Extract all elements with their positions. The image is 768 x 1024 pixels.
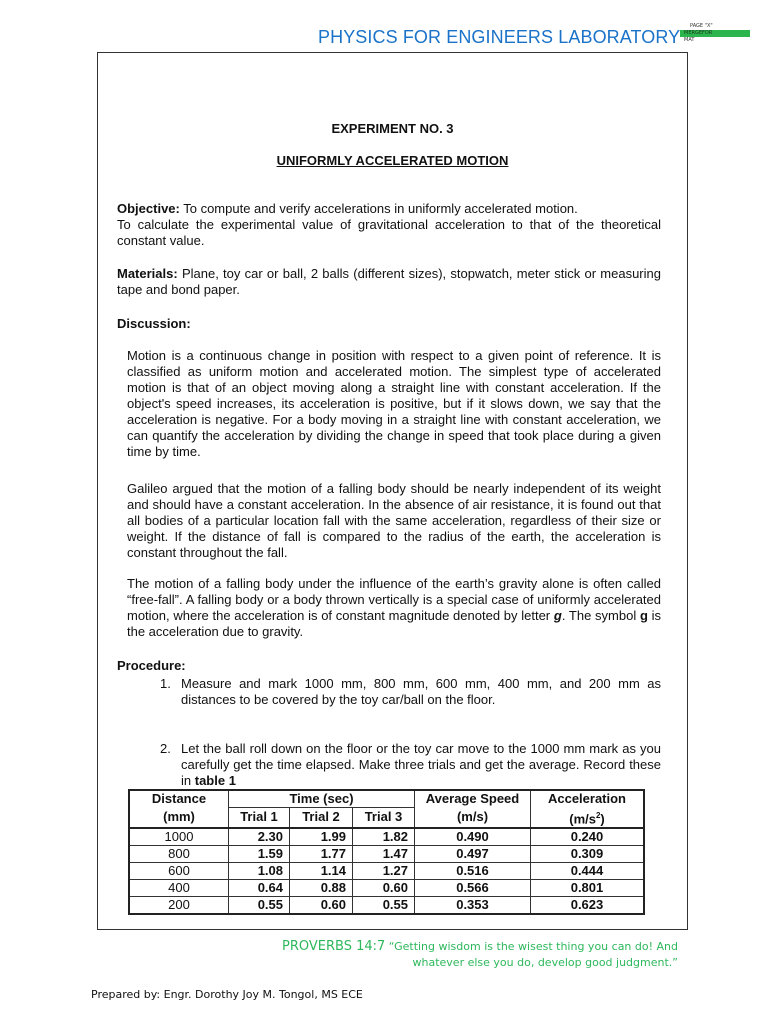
materials-label: Materials: xyxy=(117,266,178,281)
superscript: 2 xyxy=(595,810,601,820)
prepared-by: Prepared by: Engr. Dorothy Joy M. Tongol, MS ECE xyxy=(91,988,363,1001)
header-trial-2: Trial 2 xyxy=(290,808,353,828)
text: ) xyxy=(600,810,605,826)
acceleration-cell: 0.444 xyxy=(531,862,645,879)
speed-cell: 0.516 xyxy=(415,862,531,879)
symbol-g: g xyxy=(553,608,562,623)
trial-1-cell: 0.64 xyxy=(229,879,290,896)
procedure-step-2 xyxy=(181,741,661,789)
header-trial-1: Trial 1 xyxy=(229,808,290,828)
logo-text: MERGEFOR xyxy=(680,30,750,37)
header-distance-unit: (mm) xyxy=(129,808,229,828)
trial-1-cell: 1.59 xyxy=(229,845,290,862)
distance-cell: 800 xyxy=(129,845,229,862)
text: is the acceleration due to gravity. xyxy=(127,608,661,639)
step-number: 2. xyxy=(160,741,171,756)
text: . The symbol xyxy=(561,608,640,623)
trial-3-cell: 1.27 xyxy=(353,862,415,879)
proverb-quote xyxy=(240,939,678,971)
discussion-label: Discussion: xyxy=(117,316,191,331)
materials xyxy=(117,266,661,298)
acceleration-cell: 0.801 xyxy=(531,879,645,896)
table-row xyxy=(129,896,644,914)
distance-cell: 200 xyxy=(129,896,229,914)
discussion-paragraph-2: Galileo argued that the motion of a falling body should be nearly independent of its weight and should have a constant acceleration. In the absence of air resistance, it is found out that all bodies of a particular location fall with the same acceleration, regardless of their size or weight. If the distance of fall is compared to the radius of the earth, the acceleration is constant throughout the fall. xyxy=(127,481,661,560)
experiment-title: UNIFORMLY ACCELERATED MOTION xyxy=(276,153,509,168)
trial-2-cell: 1.14 xyxy=(290,862,353,879)
objective-label: Objective: xyxy=(117,201,180,216)
trial-2-cell: 0.88 xyxy=(290,879,353,896)
trial-2-cell: 1.99 xyxy=(290,828,353,846)
text: The motion of a falling body under the influence of the earth’s gravity alone is often called “free-fall”. A falling body or a body thrown vertically is a special case of uniformly accelerated motion, where the acceleration is of constant magnitude denoted by letter xyxy=(127,576,661,623)
speed-cell: 0.497 xyxy=(415,845,531,862)
procedure-label: Procedure: xyxy=(117,658,186,673)
header-trial-3: Trial 3 xyxy=(353,808,415,828)
text: (m/s xyxy=(569,810,596,826)
trial-3-cell: 1.82 xyxy=(353,828,415,846)
text: Let the ball roll down on the floor or the toy car move to the 1000 mm mark as you carefully get the time elapsed. Make three trials and get the average. Record these in xyxy=(181,741,661,788)
acceleration-cell: 0.623 xyxy=(531,896,645,914)
table-reference: table 1 xyxy=(194,773,236,788)
proverb-reference: PROVERBS 14:7 xyxy=(281,939,386,954)
objective-text: To compute and verify accelerations in uniformly accelerated motion. xyxy=(179,201,578,216)
table-row xyxy=(129,828,644,846)
lab-header-title: PHYSICS FOR ENGINEERS LABORATORY xyxy=(318,27,681,47)
table-row xyxy=(129,879,644,896)
header-speed: Average Speed xyxy=(415,790,531,808)
table-row xyxy=(129,845,644,862)
logo xyxy=(680,23,750,44)
procedure-step-1: Measure and mark 1000 mm, 800 mm, 600 mm, 400 mm, and 200 mm as distances to be covered by the toy car/ball on the floor. xyxy=(181,676,661,707)
header-accel-unit xyxy=(531,808,645,828)
speed-cell: 0.490 xyxy=(415,828,531,846)
distance-cell: 600 xyxy=(129,862,229,879)
distance-cell: 400 xyxy=(129,879,229,896)
trial-1-cell: 1.08 xyxy=(229,862,290,879)
distance-cell: 1000 xyxy=(129,828,229,846)
trial-2-cell: 1.77 xyxy=(290,845,353,862)
trial-2-cell: 0.60 xyxy=(290,896,353,914)
speed-cell: 0.566 xyxy=(415,879,531,896)
step-number: 1. xyxy=(160,676,171,691)
header-speed-unit: (m/s) xyxy=(415,808,531,828)
speed-cell: 0.353 xyxy=(415,896,531,914)
trial-3-cell: 0.55 xyxy=(353,896,415,914)
header-accel: Acceleration xyxy=(531,790,645,808)
proverb-text: “Getting wisdom is the wisest thing you can do! And whatever else you do, develop good judgment.” xyxy=(385,940,678,969)
materials-text: Plane, toy car or ball, 2 balls (different sizes), stopwatch, meter stick or measuring tape and bond paper. xyxy=(117,266,661,297)
trial-1-cell: 0.55 xyxy=(229,896,290,914)
objective xyxy=(117,201,661,249)
trial-1-cell: 2.30 xyxy=(229,828,290,846)
acceleration-cell: 0.309 xyxy=(531,845,645,862)
data-table xyxy=(128,789,645,915)
experiment-number: EXPERIMENT NO. 3 xyxy=(331,121,454,136)
table-row xyxy=(129,862,644,879)
trial-3-cell: 0.60 xyxy=(353,879,415,896)
symbol-g: g xyxy=(639,608,648,623)
logo-text: PAGE "X" xyxy=(690,23,713,29)
discussion-paragraph-1: Motion is a continuous change in position with respect to a given point of reference. It is classified as uniform motion and accelerated motion. The simplest type of accelerated motion is that of an object moving along a straight line with constant acceleration. If the object's speed increases, its acceleration is positive, but if it slows down, we say that the acceleration is negative. For a body moving in a straight line with constant acceleration, we can quantify the acceleration by dividing the change in speed that took place during a given time by time. xyxy=(127,348,661,459)
objective-text-2: To calculate the experimental value of gravitational acceleration to that of the theoretical constant value. xyxy=(117,217,661,248)
header-distance: Distance xyxy=(129,790,229,808)
header-time: Time (sec) xyxy=(229,790,415,808)
discussion-paragraph-3 xyxy=(127,576,661,640)
acceleration-cell: 0.240 xyxy=(531,828,645,846)
logo-text: MAT xyxy=(684,37,695,43)
trial-3-cell: 1.47 xyxy=(353,845,415,862)
